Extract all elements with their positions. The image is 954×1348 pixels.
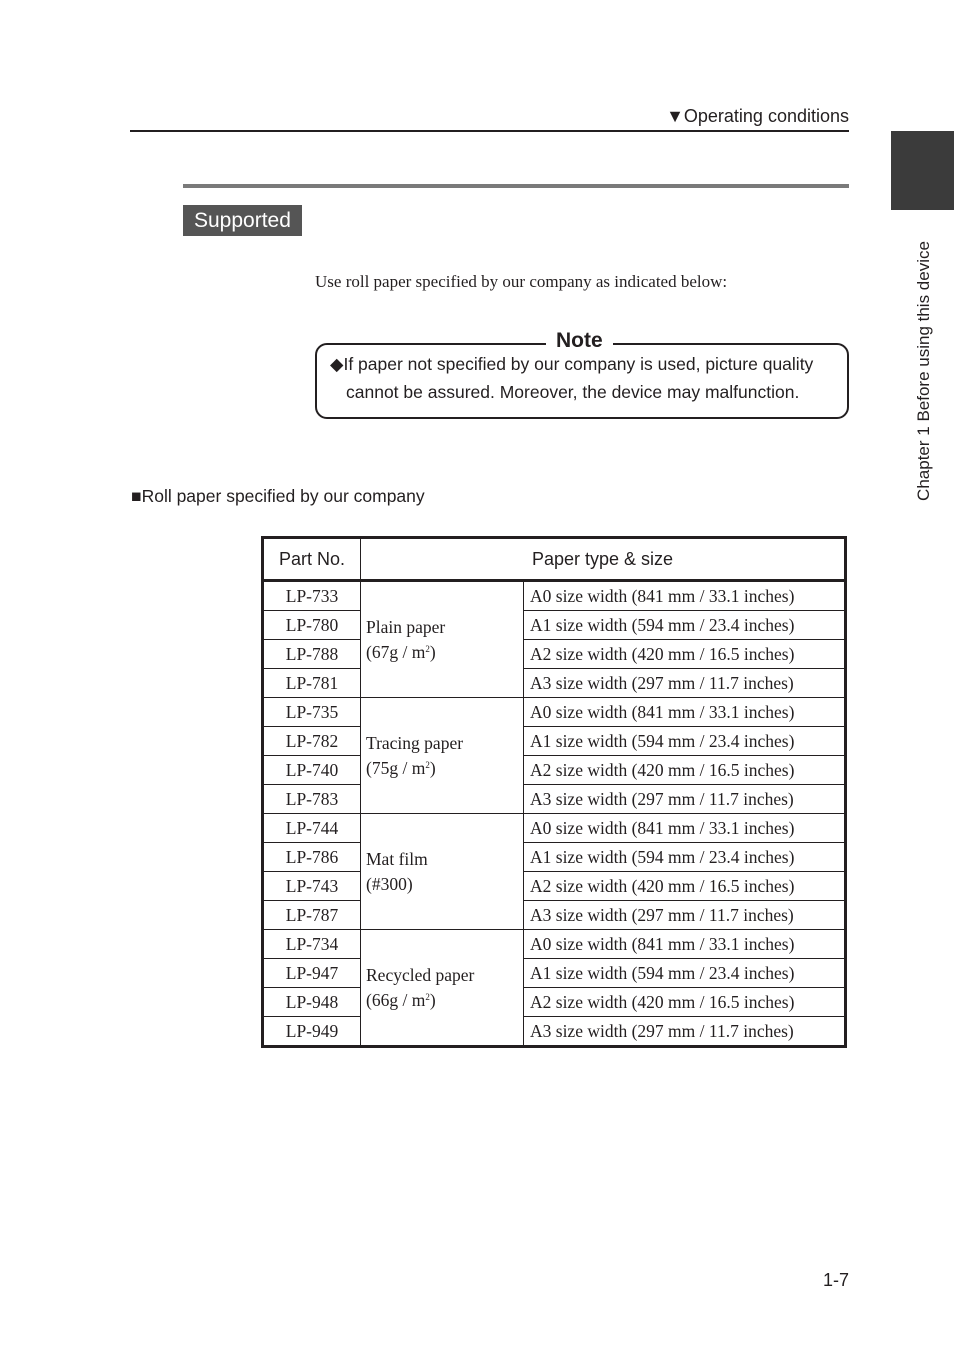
table-row xyxy=(263,872,846,901)
paper-type-spec-superscript: 2 xyxy=(425,760,430,770)
paper-type-cell xyxy=(361,581,524,698)
paper-type-spec xyxy=(366,638,523,663)
part-number-cell: LP-740 xyxy=(263,756,361,785)
paper-table xyxy=(261,536,847,1048)
paper-type-spec-text: (75g / m xyxy=(366,758,426,778)
paper-type-spec-superscript: 2 xyxy=(425,644,430,654)
paper-type-spec xyxy=(366,870,523,895)
paper-type-spec-superscript: 2 xyxy=(425,992,430,1002)
table-row xyxy=(263,843,846,872)
intro-text: Use roll paper specified by our company as indicated below: xyxy=(315,272,728,291)
paper-type-spec-text: (#300) xyxy=(366,874,413,894)
paper-size-cell: A2 size width (420 mm / 16.5 inches) xyxy=(524,872,846,901)
part-number-cell: LP-734 xyxy=(263,930,361,959)
table-row xyxy=(263,901,846,930)
table-row xyxy=(263,959,846,988)
paper-size-cell: A1 size width (594 mm / 23.4 inches) xyxy=(524,843,846,872)
table-row xyxy=(263,640,846,669)
chapter-tab xyxy=(891,131,954,210)
paper-type-name: Mat film xyxy=(366,849,428,869)
paper-type-spec-text: (67g / m xyxy=(366,642,426,662)
chapter-side-text: Chapter 1 Before using this device xyxy=(914,240,933,501)
paper-size-cell: A0 size width (841 mm / 33.1 inches) xyxy=(524,814,846,843)
table-row xyxy=(263,988,846,1017)
paper-type-cell xyxy=(361,930,524,1047)
paper-type-name: Plain paper xyxy=(366,617,446,637)
paper-type-name: Recycled paper xyxy=(366,965,475,985)
paper-size-cell: A2 size width (420 mm / 16.5 inches) xyxy=(524,640,846,669)
paper-size-cell: A0 size width (841 mm / 33.1 inches) xyxy=(524,930,846,959)
paper-size-cell: A1 size width (594 mm / 23.4 inches) xyxy=(524,959,846,988)
table-body xyxy=(263,581,846,1047)
table-row xyxy=(263,1017,846,1047)
part-number-cell: LP-788 xyxy=(263,640,361,669)
paper-type-spec-close: ) xyxy=(429,642,436,662)
part-number-cell: LP-780 xyxy=(263,611,361,640)
part-number-cell: LP-948 xyxy=(263,988,361,1017)
table-row xyxy=(263,727,846,756)
paper-type-spec-text: (66g / m xyxy=(366,990,426,1010)
header-rule xyxy=(130,130,849,132)
part-number-cell: LP-735 xyxy=(263,698,361,727)
paper-type-spec-close: ) xyxy=(429,990,436,1010)
part-number-cell: LP-949 xyxy=(263,1017,361,1047)
table-row xyxy=(263,669,846,698)
paper-size-cell: A3 size width (297 mm / 11.7 inches) xyxy=(524,669,846,698)
table-row xyxy=(263,581,846,611)
part-number-cell: LP-787 xyxy=(263,901,361,930)
header-part-no: Part No. xyxy=(263,538,361,581)
table-header-row xyxy=(263,538,846,581)
paper-type-spec-close: ) xyxy=(429,758,436,778)
paper-size-cell: A2 size width (420 mm / 16.5 inches) xyxy=(524,756,846,785)
table-row xyxy=(263,611,846,640)
part-number-cell: LP-743 xyxy=(263,872,361,901)
part-number-cell: LP-786 xyxy=(263,843,361,872)
header-paper-type-size: Paper type & size xyxy=(361,538,846,581)
paper-type-name: Tracing paper xyxy=(366,733,464,753)
paper-type-cell xyxy=(361,814,524,930)
paper-type-spec xyxy=(366,986,523,1011)
list-heading: ■Roll paper specified by our company xyxy=(131,486,425,506)
chapter-side-label xyxy=(913,228,935,513)
part-number-cell: LP-947 xyxy=(263,959,361,988)
part-number-cell: LP-783 xyxy=(263,785,361,814)
paper-size-cell: A1 size width (594 mm / 23.4 inches) xyxy=(524,611,846,640)
table-row xyxy=(263,930,846,959)
part-number-cell: LP-744 xyxy=(263,814,361,843)
table-row xyxy=(263,785,846,814)
part-number-cell: LP-781 xyxy=(263,669,361,698)
paper-type-cell xyxy=(361,698,524,814)
part-number-cell: LP-782 xyxy=(263,727,361,756)
page-number: 1-7 xyxy=(822,1270,849,1290)
section-rule xyxy=(183,184,849,188)
paper-size-cell: A0 size width (841 mm / 33.1 inches) xyxy=(524,698,846,727)
note-line-1: ◆If paper not specified by our company is used, picture quality xyxy=(330,354,814,374)
part-number-cell: LP-733 xyxy=(263,581,361,611)
paper-size-cell: A2 size width (420 mm / 16.5 inches) xyxy=(524,988,846,1017)
paper-size-cell: A3 size width (297 mm / 11.7 inches) xyxy=(524,901,846,930)
paper-size-cell: A1 size width (594 mm / 23.4 inches) xyxy=(524,727,846,756)
table-row xyxy=(263,814,846,843)
table-row xyxy=(263,756,846,785)
section-label: Supported xyxy=(183,205,302,236)
note-title: Note xyxy=(546,329,613,353)
paper-size-cell: A3 size width (297 mm / 11.7 inches) xyxy=(524,785,846,814)
paper-size-cell: A3 size width (297 mm / 11.7 inches) xyxy=(524,1017,846,1047)
paper-size-cell: A0 size width (841 mm / 33.1 inches) xyxy=(524,581,846,611)
table-row xyxy=(263,698,846,727)
note-line-2: cannot be assured. Moreover, the device may malfunction. xyxy=(346,382,800,402)
running-header: ▼Operating conditions xyxy=(666,106,849,126)
paper-type-spec xyxy=(366,754,523,779)
